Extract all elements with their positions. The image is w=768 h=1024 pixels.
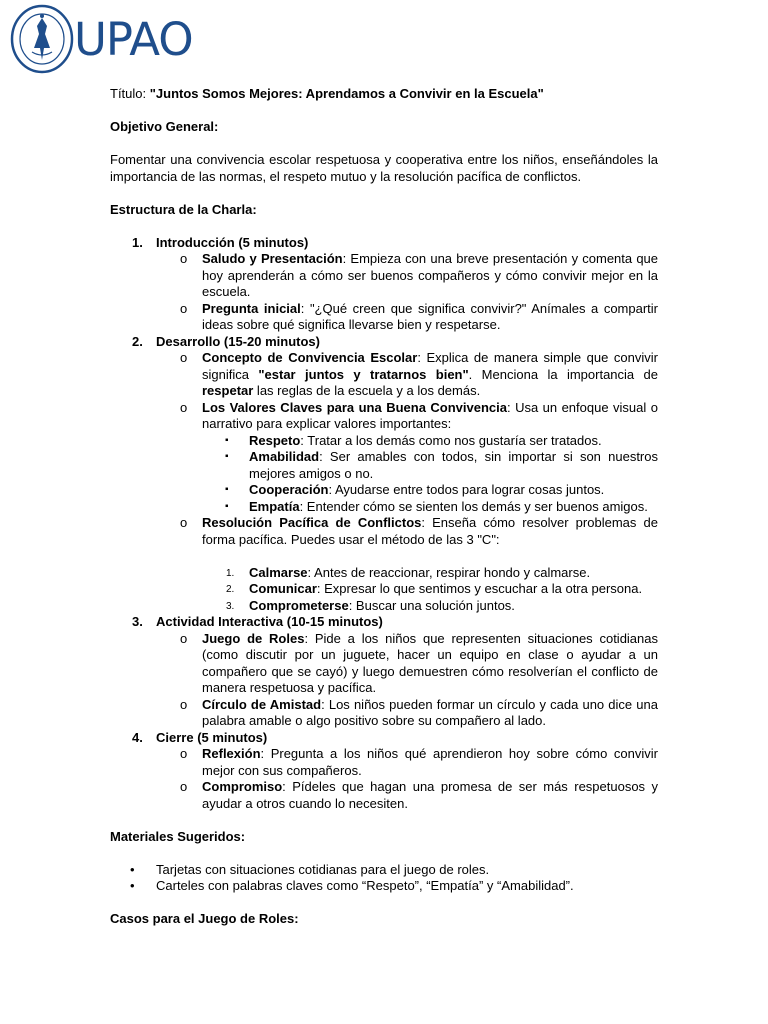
- step-comunicar: 2. Comunicar: Expresar lo que sentimos y escuchar a la otra persona.: [226, 581, 643, 596]
- estructura-heading: Estructura de la Charla:: [110, 201, 257, 217]
- value-empatia: ▪ Empatía: Entender cómo se sienten los demás y ser buenos amigos.: [225, 498, 648, 514]
- logo-text: UPAO: [74, 13, 193, 66]
- material-item: • Carteles con palabras claves como “Respeto”, “Empatía” y “Amabilidad”.: [130, 878, 574, 893]
- section-introduccion: 1. Introducción (5 minutos): [132, 234, 309, 250]
- objetivo-text: Fomentar una convivencia escolar respetuosa y cooperativa entre los niños, enseñándoles la importancia de las normas, el respeto mutuo y la resolución pacífica de conflictos.: [110, 152, 658, 184]
- item-juego-roles: o Juego de Roles: Pide a los niños que representen situaciones cotidianas (como discutir por un juguete, hacer un equipo en clase o ayudar a un compañero que se cayó) y luego demuestren cómo resolverían el conflicto de manera respetuosa y pacífica.: [180, 630, 659, 695]
- step-comprometerse: 3. Comprometerse: Buscar una solución juntos.: [226, 597, 515, 613]
- value-amabilidad: ▪ Amabilidad: Ser amables con todos, sin importar si son nuestros mejores amigos o no.: [225, 449, 658, 481]
- step-calmarse: 1. Calmarse: Antes de reaccionar, respirar hondo y calmarse.: [226, 564, 591, 580]
- item-pregunta-inicial: o Pregunta inicial: "¿Qué creen que significa convivir?" Anímales a compartir ideas sobre qué significa llevarse bien y respetarse.: [180, 300, 658, 332]
- value-respeto: ▪ Respeto: Tratar a los demás como nos gustaría ser tratados.: [225, 432, 602, 448]
- objetivo-heading: Objetivo General:: [110, 119, 219, 134]
- document-title: Título: "Juntos Somos Mejores: Aprendamos a Convivir en la Escuela": [110, 86, 544, 101]
- item-reflexion: o Reflexión: Pregunta a los niños qué aprendieron hoy sobre cómo convivir mejor con sus compañeros.: [180, 746, 658, 778]
- item-compromiso: o Compromiso: Pídeles que hagan una promesa de ser más respetuosos y ayudar a otros cuando lo necesiten.: [180, 779, 658, 811]
- material-item: • Tarjetas con situaciones cotidianas para el juego de roles.: [130, 861, 490, 877]
- item-circulo-amistad: o Círculo de Amistad: Los niños pueden formar un círculo y cada uno dice una palabra amable o algo positivo sobre su compañero al lado.: [180, 696, 659, 728]
- value-cooperacion: ▪ Cooperación: Ayudarse entre todos para lograr cosas juntos.: [225, 482, 605, 497]
- item-resolucion-pacifica: o Resolución Pacífica de Conflictos: Enseña cómo resolver problemas de forma pacífica. Puedes usar el método de las 3 "C":: [180, 515, 658, 547]
- section-actividad-interactiva: 3. Actividad Interactiva (10-15 minutos): [132, 614, 383, 629]
- casos-heading: Casos para el Juego de Roles:: [110, 911, 299, 926]
- materiales-heading: Materiales Sugeridos:: [110, 828, 246, 844]
- item-saludo: o Saludo y Presentación: Empieza con una breve presentación y comenta que hoy aprenderán a cómo ser buenos compañeros y cómo convivir mejor en la escuela.: [180, 251, 659, 299]
- section-cierre: 4. Cierre (5 minutos): [132, 729, 268, 745]
- upao-logo: [10, 4, 200, 74]
- document-body: [110, 86, 658, 928]
- university-seal-icon: [10, 4, 74, 74]
- section-desarrollo: 2. Desarrollo (15-20 minutos): [132, 333, 320, 349]
- item-concepto-convivencia: o Concepto de Convivencia Escolar: Explica de manera simple que convivir significa "estar juntos y tratarnos bien". Menciona la importancia de respetar las reglas de la escuela y a los demás.: [180, 350, 659, 398]
- item-valores-claves: o Los Valores Claves para una Buena Convivencia: Usa un enfoque visual o narrativo para explicar valores importantes:: [180, 399, 658, 431]
